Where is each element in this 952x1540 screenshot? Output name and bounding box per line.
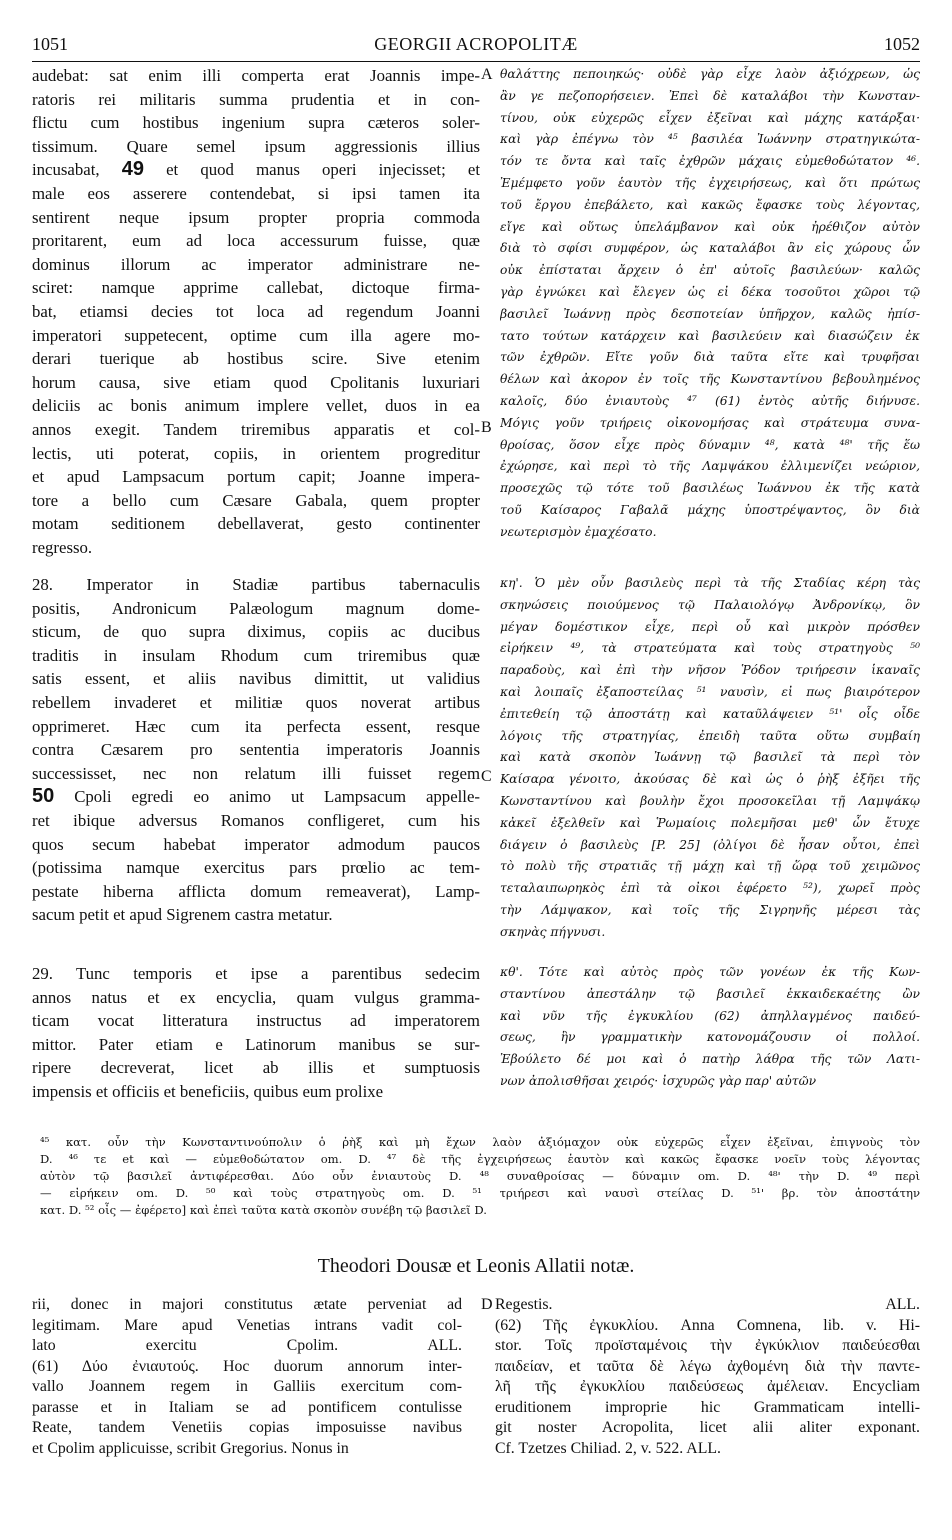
text-line: κατ. D. ⁵² οἷς — ἐφέρετο] καὶ ἐπεὶ ταῦτα κατὰ σκοπὸν συνέβη τῷ βασιλεῖ D.	[40, 1203, 487, 1217]
margin-marker-b: B	[481, 419, 492, 436]
text-line: tissimum. Quare semel ipsum aggressionis illius	[32, 136, 480, 156]
text-line: θέλων καὶ ἀκορον ἐν τοῖς τῆς Κωνσταντίνου βεβουλημένος	[500, 372, 920, 387]
text-line: successisset, nec non relatum illi fuisset regem	[32, 763, 480, 783]
text-line: eruditionem improprie hic Grammaticam intelli-	[495, 1398, 920, 1416]
notes-title: Theodori Dousæ et Leonis Allatii notæ.	[317, 1255, 635, 1277]
latin-paragraph-2	[32, 573, 480, 927]
text-line: rebellem invaderet et militiæ quos noverat artibus	[32, 692, 480, 712]
text-line: impensis et officiis et beneficiis, quibus eum prolixe	[32, 1081, 384, 1101]
text-line: ἂν γε πεζοπορήσειεν. Ἐπεὶ δὲ καταλάβοι τὴν Κωνσταν-	[500, 88, 920, 103]
text-line: ἐχώρησε, καὶ περὶ τὸ τῆς Λαμψάκου ἐλλιμενίζει νεώριον,	[500, 459, 920, 474]
text-line: σκηνώσεις ποιούμενος τῷ Παλαιολόγῳ Ἀνδρονίκῳ, ὃν	[500, 597, 920, 612]
running-title: GEORGII ACROPOLITÆ	[374, 34, 578, 54]
text-line: Reate, tandem Venetiis copias imposuisse navibus	[32, 1419, 462, 1436]
text-line: Regestis. ALL.	[495, 1296, 920, 1313]
text-line: (potissima namque exercitus pars prœlio ac tem-	[32, 858, 480, 878]
text-line: λῆ τῆς ἐγκυκλίου παιδεύσεως ἀμέλειαν. Encycliam	[495, 1378, 920, 1395]
text-line: stor. Τοῖς προϊσταμένοις τὴν ἐγκύκλιον παιδεύεσθαι	[495, 1337, 920, 1354]
text-line: ret ibique adversus Romanos confligeret, cum his	[32, 810, 480, 830]
text-line: νεωτερισμὸν ἐμαχέσατο.	[500, 524, 657, 539]
text-line: proritarent, eum ad loca accessurum fuisse, quæ	[32, 231, 480, 251]
text-line: — εἰρήκειν om. D. ⁵⁰ καὶ τοὺς στρατηγοὺς om. D. ⁵¹ τριήρεσι καὶ ναυσὶ στείλας D. ⁵¹' βρ. τὸν ἀποστάτην	[40, 1186, 920, 1200]
greek-paragraph-1	[500, 64, 920, 544]
text-line: deliciis ac bonis animum implere vellet, duos in ea	[32, 396, 480, 416]
text-line: Ἐβούλετο δέ μοι καὶ ὁ πατὴρ λάθρα τῆς τῶν Λατι-	[500, 1052, 920, 1067]
section-number: 49	[121, 158, 144, 181]
notes-left-column	[32, 1295, 462, 1459]
margin-marker-a: A	[481, 66, 493, 83]
text-line: Cf. Tzetzes Chiliad. 2, v. 522. ALL.	[495, 1439, 721, 1457]
text-line: καὶ κατὰ σκοπὸν Ἰωάννῃ τῷ βασιλεῖ τὰ περὶ τὸν	[500, 750, 920, 765]
text-line: incusabat, 49 et quod manus operi injecisset; et	[32, 158, 480, 181]
text-line: bat, etiamsi decies tot loca ad regendum Joanni	[32, 301, 480, 321]
text-line: καὶ γὰρ ἐπέγνω τὸν ⁴⁵ βασιλέα Ἰωάννην στρατηγικώτα-	[500, 132, 920, 147]
text-line: θροίσας, ὅσον εἶχε πρὸς δύναμιν ⁴⁸, κατὰ ⁴⁸' τῆς ἕω	[500, 437, 920, 452]
text-line: motam seditionem debellaverat, gesto continenter	[32, 514, 480, 534]
latin-paragraph-3	[32, 962, 480, 1104]
text-line: horum causa, sive etiam quod Cpolitanis luxuriari	[32, 372, 480, 392]
text-line: pestate hiberna afflicta domum remeaverat), Lamp-	[32, 881, 480, 901]
text-line: satis essent, et aliis navibus dimittit, ut validius	[32, 669, 480, 689]
text-line: parasse et in Italiam se ad pontificem contulisse	[32, 1398, 462, 1416]
text-line: derari tuerique ab hostibus scire. Sive etenim	[32, 349, 480, 369]
text-line: (61) Δύο ἐνιαυτούς. Hoc duorum annorum inter-	[32, 1357, 462, 1375]
text-line: ⁴⁵ κατ. οὖν τὴν Κωνσταντινούπολιν ὁ ῥὴξ καὶ μὴ ἔχων λαὸν ἀξιόμαχον οὐκ εὐχερῶς εἶχεν ἐξεῖναι, ἐπιγνοὺς τὸν	[40, 1135, 920, 1149]
text-line: imperatori suppetecent, optime cum illa agere mo-	[32, 325, 480, 345]
margin-marker-d: D	[481, 1296, 493, 1313]
page-number-left: 1051	[32, 34, 68, 54]
section-number: 50	[32, 785, 55, 808]
text-line: τὴν Λάμψακον, καὶ τοῖς τῆς Σιγρηνῆς μέρεσι τὰς	[500, 902, 920, 917]
text-line: βασιλεῖ Ἰωάννῃ πρὸς δεσποτείαν ὑπῆρχον, καλῶς ἠπίσ-	[500, 306, 920, 321]
text-line: 50 Cpoli egredi eo animo ut Lampsacum appelle-	[32, 785, 480, 808]
text-line: opprimeret. Hæc cum ita perfecta essent, resque	[32, 716, 480, 736]
text-line: παιδείαν, et ταῦτα δὲ λέγω ἀχθομένη διὰ τὴν παντε-	[495, 1357, 920, 1375]
text-line: λόγοις τῆς στρατηγίας, ἐπειδὴ ταῦτα οὕτω συμβαίη	[500, 728, 920, 743]
text-line: legitimam. Mare apud Venetias intrans vadit col-	[32, 1316, 462, 1334]
text-line: Κωνσταντίνου καὶ βουλὴν ἔχοι προσοκεῖλαι τῇ Λαμψάκῳ	[500, 793, 920, 808]
text-line: vallo Joannem regem in Galliis exercitum com-	[32, 1378, 462, 1395]
text-line: τίνου, οὐκ εὐχερῶς εἶχεν ἐξεῖναι καὶ μάχης κατάρξαι·	[500, 110, 920, 125]
text-line: καὶ λοιπαῖς ἐξαποστείλας ⁵¹ ναυσὶν, εἰ πως βιαιρότερον	[500, 684, 920, 699]
text-line: ticam vocat litteratura instructus ad imperatorem	[32, 1011, 480, 1031]
text-line: νων ἀπολισθῆσαι χειρός· ἰσχυρῶς γὰρ παρ' αὐτῶν	[500, 1073, 817, 1088]
text-line: (62) Τῆς ἐγκυκλίου. Anna Comnena, lib. v. Hi-	[495, 1316, 920, 1334]
text-line: διάγειν ὁ βασιλεὺς [P. 25] (ὀλίγοι δὲ ἦσαν οὗτοι, ἐπεὶ	[500, 837, 920, 852]
text-line: flictu cum hostibus ingenium supra cæteros soler-	[32, 113, 480, 133]
text-line: lato exercitu Cpolim. ALL.	[32, 1337, 462, 1354]
margin-marker-c: C	[481, 768, 492, 785]
text-line: Μόγις γοῦν τριήρεις οἰκονομήσας καὶ στράτευμα συνα-	[500, 415, 920, 430]
text-line: θαλάττης πεποιηκώς· οὐδὲ γὰρ εἶχε λαὸν ἀξιόχρεων, ὡς	[500, 67, 920, 81]
text-line: sentirent neque ipsum propter propria commoda	[32, 207, 480, 227]
text-line: τεταλαιπωρηκὸς ἐπὶ τὰ οἰκοι ἐφέρετο ⁵²), χωρεῖ πρὸς	[500, 881, 920, 896]
text-line: 28. Imperator in Stadiæ partibus tabernaculis	[32, 575, 480, 594]
text-line: mittor. Pater etiam e Latinorum manibus se sur-	[32, 1034, 480, 1054]
text-line: Ἐμέμφετο γοῦν ἑαυτὸν τῆς ἐγχειρήσεως, καὶ ὅτι πρώτως	[500, 175, 920, 190]
text-line: σκηνὰς πήγνυσι.	[500, 924, 606, 939]
text-line: sciret: namque apprime callebat, dictoque firma-	[32, 278, 480, 298]
greek-paragraph-2	[500, 573, 920, 944]
text-line: et Cpolim applicuisse, scribit Gregorius. Nonus in	[32, 1439, 349, 1457]
text-line: quos secum habebat imperator admodum paucos	[32, 834, 480, 854]
text-line: ratoris rei militaris summa prudentia et in con-	[32, 89, 480, 109]
text-line: regresso.	[32, 537, 93, 557]
text-line: tore a bello cum Cæsare Gabala, quem propter	[32, 490, 480, 510]
text-line: σεως, ἣν γραμματικὴν κατονομάζουσιν οἱ πολλοί.	[500, 1030, 920, 1045]
text-line: annos natus et ex encyclia, quam vulgus gramma-	[32, 987, 480, 1007]
text-line: rii, donec in majori constitutus ætate perveniat ad	[32, 1296, 462, 1313]
text-line: γὰρ ἐγνώκει καὶ ἔλεγεν ὡς εἰ δέκα τοσοῦτοι χῶροι τῷ	[500, 284, 920, 299]
text-line: τοῦ ἔργου ἐπεβάλετο, καὶ κακῶς ἔφασκε τοὺς λέγοντας,	[500, 197, 920, 212]
text-line: audebat: sat enim illi comperta erat Joannis impe-	[32, 66, 480, 85]
text-line: τατο τούτων κατάρχειν καὶ βασιλεύειν καὶ διασώζειν ἐκ	[500, 328, 920, 343]
text-line: lectis, uti poterat, copiis, in orientem progreditur	[32, 443, 480, 463]
text-line: τοῦ Καίσαρος Γαβαλᾶ μάχης ὑποστρέψαντος, ὃν διὰ	[500, 502, 920, 517]
text-line: sticum, de quo supra diximus, copiis ac ducibus	[32, 622, 480, 642]
text-line: διὰ τὸ σφίσι συμφέρον, ὡς καταλάβοι ἂν εἰς χώρους ὧν	[500, 241, 920, 256]
header-rule	[32, 61, 920, 62]
text-line: τόν τε ὄντα καὶ ταῖς ἐχθρῶν μάχαις εὐμεθοδώτατον ⁴⁶.	[500, 154, 920, 169]
text-line: τῶν ἐχθρῶν. Εἴτε γοῦν διὰ ταῦτα εἴτε καὶ τρυφῆσαι	[500, 350, 920, 365]
text-line: παραδοὺς, καὶ ἐπὶ τὴν νῆσον Ῥόδον τριήρεσιν ἱκαναῖς	[500, 663, 920, 678]
text-line: κη'. Ὁ μὲν οὖν βασιλεὺς περὶ τὰ τῆς Σταδίας κέρη τὰς	[500, 576, 920, 590]
text-line: sacum petit et apud Sigrenem castra metatur.	[32, 905, 333, 925]
text-line: D. ⁴⁶ τε et καὶ — εὐμεθοδώτατον om. D. ⁴⁷ δὲ τῆς ἐγχειρήσεως ἑαυτὸν καὶ κακῶς ἔφασκε νοεῖν τοὺς λέγοντας	[40, 1152, 920, 1166]
greek-paragraph-3	[500, 962, 920, 1093]
footnotes	[40, 1134, 920, 1219]
text-line: traditis in insulam Rhodum cum triremibus quæ	[32, 645, 480, 665]
page-header	[32, 28, 920, 58]
page-number-right: 1052	[884, 34, 920, 54]
text-line: ἐπιτεθείη τῷ ἀποστάτῃ καὶ καταῦλάψειεν ⁵¹' οἷς οἶδε	[500, 706, 920, 721]
text-line: dominus illorum ac imperator administrare ne-	[32, 254, 480, 274]
text-line: οὐκ ἐπίσταται ἄρχειν ὁ ἐπ' αὐτοῖς βασιλεύων· καλῶς	[500, 263, 920, 278]
text-line: 29. Tunc temporis et ipse a parentibus sedecim	[32, 964, 480, 983]
text-line: μέγαν δομέστικον εἶχε, περὶ οὗ καὶ μικρὸν πρόσθεν	[500, 619, 920, 634]
text-line: εἴγε καὶ οὕτως ὑπελάμβανον καὶ οὐκ ἠρέθιζον αὐτὸν	[500, 219, 920, 234]
notes-right-column	[495, 1295, 920, 1459]
text-line: αὐτὸν τῷ βασιλεῖ ἀντιφέρεσθαι. Δύο οὖν ἐνιαυτοὺς D. ⁴⁸ συναθροίσας — δύναμιν om. D. ⁴⁸' τὴν D. ⁴⁹ περὶ	[40, 1169, 920, 1183]
text-line: git noster Acropolita, licet alii aliter exponant.	[495, 1419, 920, 1436]
text-line: προσεχῶς τῷ τότε τοῦ βασιλέως Ἰωάννου ἐκ τῆς κατὰ	[500, 481, 920, 496]
text-line: κἀκεῖ ἐξελθεῖν καὶ Ῥωμαίοις πολεμῆσαι μεθ' ὧν ἔτυχε	[500, 815, 920, 830]
text-line: εἰρήκειν ⁴⁹, τὰ στρατεύματα καὶ τοὺς στρατηγοὺς ⁵⁰	[500, 641, 920, 656]
latin-paragraph-1	[32, 64, 480, 559]
text-line: ripere decreverat, licet ab illis et sumptuosis	[32, 1058, 480, 1078]
text-line: et apud Lampsacum portum capit; Joanne impera-	[32, 467, 480, 487]
text-line: σταντίνου ἀπεστάλην τῷ βασιλεῖ ἑκκαιδεκαέτης ὢν	[500, 986, 920, 1001]
text-line: καλοῖς, δύο ἐνιαυτοὺς ⁴⁷ (61) ἐντὸς αὐτῆς διήνυσε.	[500, 393, 920, 408]
text-line: contra Cæsarem pro sententia imperatoris Joannis	[32, 740, 480, 760]
text-line: κθ'. Τότε καὶ αὐτὸς πρὸς τῶν γονέων ἐκ τῆς Κων-	[500, 965, 920, 979]
text-line: τὸ πολὺ τῆς στρατιᾶς τῇ μάχῃ καὶ τῇ ὥρᾳ τοῦ χειμῶνος	[500, 859, 920, 874]
text-line: annos exegit. Tandem triremibus apparatis et col-	[32, 419, 480, 439]
text-line: male eos asserere contendebat, si ipsi tamen ita	[32, 183, 480, 203]
text-line: καὶ νῦν τῆς ἐγκυκλίου (62) ἀπηλλαγμένος παιδεύ-	[500, 1008, 920, 1023]
text-line: Καίσαρα γένοιτο, ἀκούσας δὲ καὶ ὡς ὁ ῥὴξ ἐξῆει τῆς	[500, 772, 920, 787]
text-line: positis, Andronicum Palæologum magnum dome-	[32, 598, 480, 618]
